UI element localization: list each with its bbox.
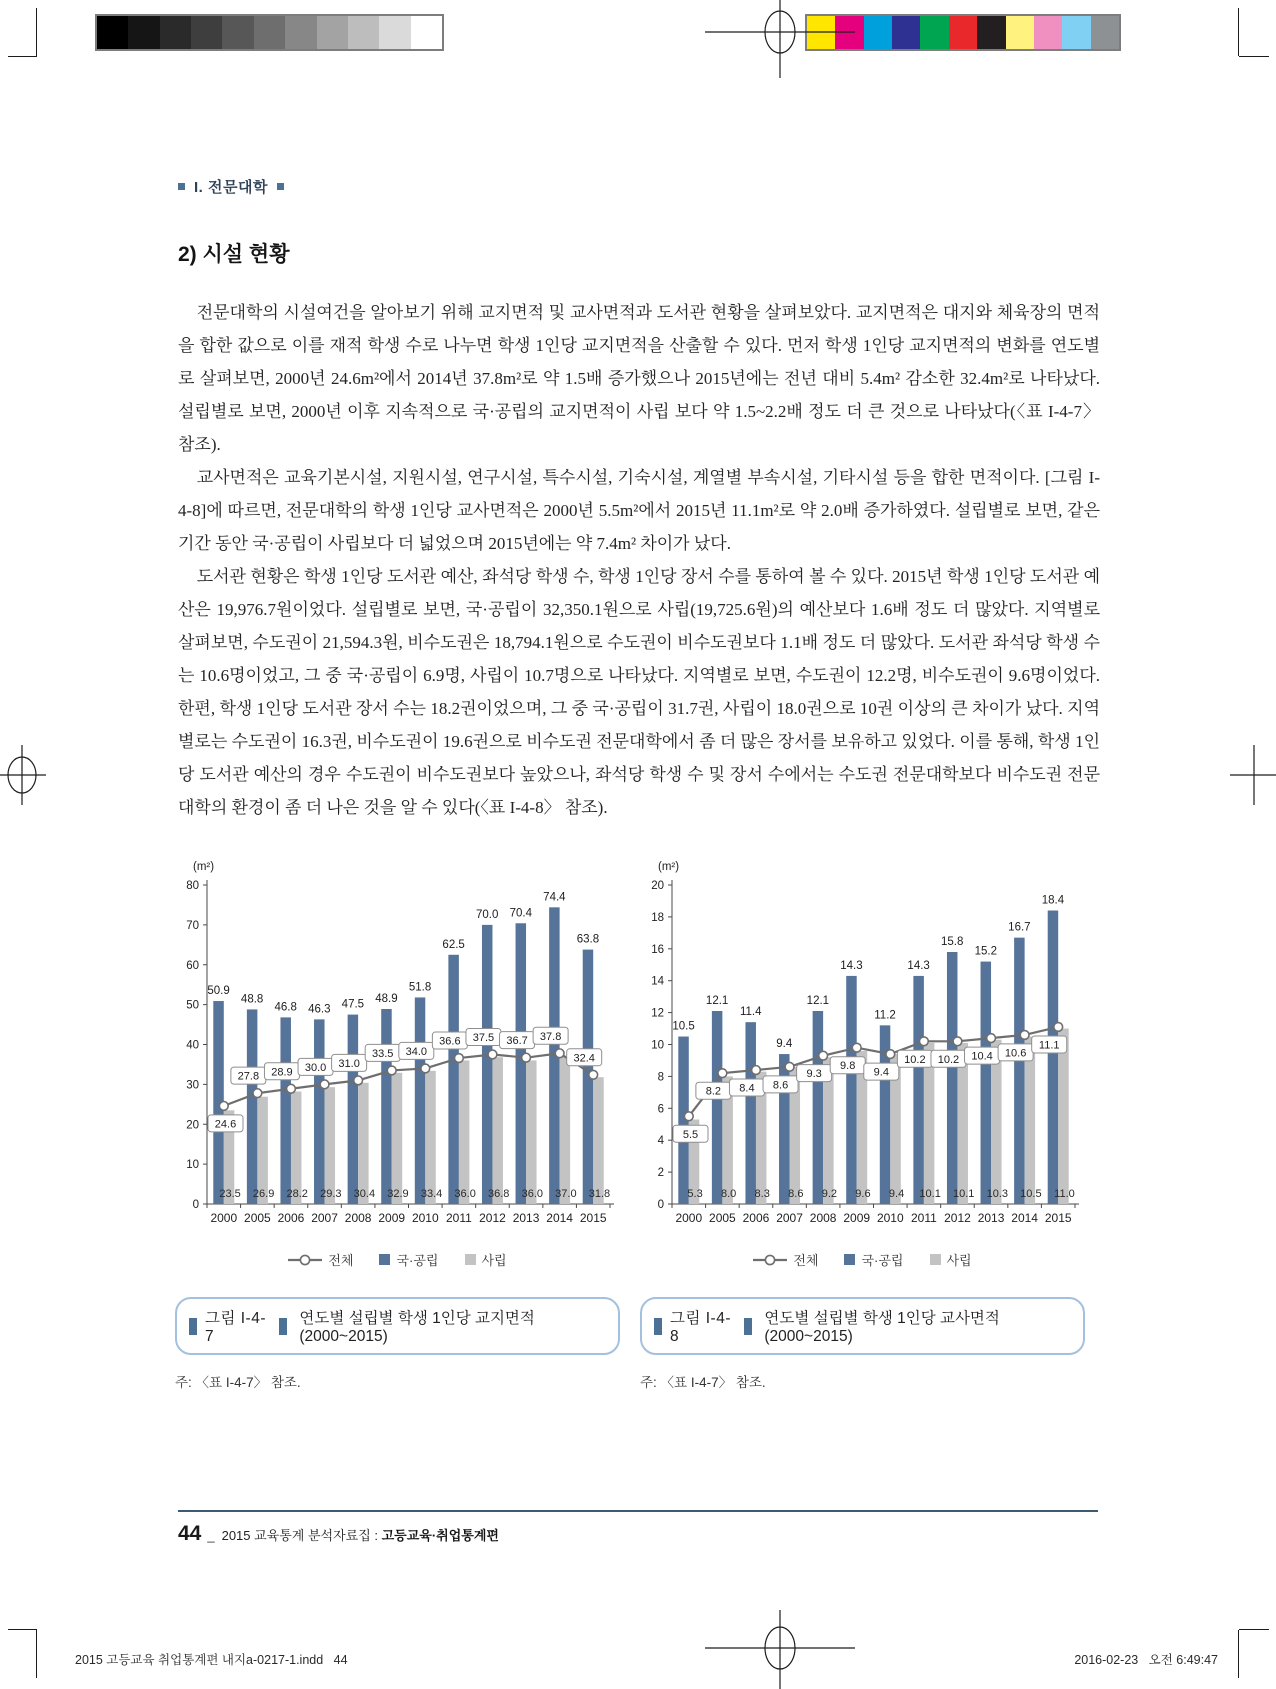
svg-text:2013: 2013 bbox=[977, 1211, 1005, 1225]
svg-text:36.0: 36.0 bbox=[521, 1188, 544, 1200]
svg-text:9.8: 9.8 bbox=[840, 1060, 856, 1073]
legend-item-total: 전체 bbox=[753, 1250, 818, 1269]
svg-text:2007: 2007 bbox=[776, 1211, 803, 1225]
svg-text:2015: 2015 bbox=[579, 1211, 607, 1225]
svg-text:36.0: 36.0 bbox=[454, 1188, 476, 1200]
crop-mark-br-v bbox=[1238, 1630, 1239, 1678]
svg-text:28.9: 28.9 bbox=[271, 1066, 293, 1079]
caption-square-icon bbox=[189, 1318, 197, 1335]
chart-building-area-per-student bbox=[640, 856, 1085, 1238]
calibration-swatch bbox=[285, 16, 316, 49]
figure-caption bbox=[175, 1297, 620, 1355]
crop-mark-bl-h bbox=[8, 1629, 37, 1630]
svg-text:50: 50 bbox=[186, 999, 199, 1012]
svg-text:37.0: 37.0 bbox=[555, 1188, 577, 1200]
figure-number: 그림 I-4-7 bbox=[205, 1310, 267, 1345]
svg-text:40: 40 bbox=[186, 1039, 199, 1052]
svg-text:8.2: 8.2 bbox=[705, 1085, 722, 1098]
legend-item: 국·공립 bbox=[844, 1250, 903, 1269]
svg-text:32.9: 32.9 bbox=[387, 1188, 409, 1200]
svg-text:74.4: 74.4 bbox=[543, 891, 566, 904]
calibration-swatch bbox=[379, 16, 410, 49]
figure-note: 주: 〈표 I-4-7〉 참조. bbox=[175, 1375, 301, 1390]
legend-item: 사립 bbox=[465, 1250, 507, 1269]
svg-text:2000: 2000 bbox=[675, 1211, 703, 1225]
svg-text:11.0: 11.0 bbox=[1054, 1188, 1075, 1200]
figures-row bbox=[175, 856, 1085, 1391]
calibration-swatch bbox=[97, 16, 128, 49]
svg-text:16.7: 16.7 bbox=[1008, 921, 1031, 934]
calibration-swatch bbox=[977, 16, 1005, 49]
svg-text:10.5: 10.5 bbox=[1020, 1188, 1042, 1200]
svg-text:30.4: 30.4 bbox=[353, 1188, 376, 1200]
svg-text:(m²): (m²) bbox=[193, 861, 215, 873]
svg-text:2: 2 bbox=[657, 1167, 664, 1180]
svg-text:8.4: 8.4 bbox=[739, 1082, 755, 1095]
caption-square-icon bbox=[654, 1318, 662, 1335]
figure-caption bbox=[640, 1297, 1085, 1355]
svg-text:18.4: 18.4 bbox=[1041, 894, 1065, 907]
svg-text:26.9: 26.9 bbox=[252, 1188, 275, 1200]
figure-title: 연도별 설립별 학생 1인당 교지면적(2000~2015) bbox=[299, 1310, 535, 1345]
svg-text:12.1: 12.1 bbox=[705, 995, 729, 1008]
svg-text:48.9: 48.9 bbox=[375, 993, 398, 1006]
crop-mark-bl-v bbox=[36, 1630, 37, 1678]
svg-text:0: 0 bbox=[192, 1199, 199, 1211]
registration-mark-right bbox=[1230, 745, 1276, 805]
svg-text:15.8: 15.8 bbox=[941, 935, 964, 948]
figure-note: 주: 〈표 I-4-7〉 참조. bbox=[640, 1375, 766, 1390]
svg-text:10: 10 bbox=[186, 1159, 199, 1172]
svg-text:8.3: 8.3 bbox=[754, 1188, 770, 1200]
svg-text:20: 20 bbox=[186, 1119, 199, 1132]
svg-text:23.5: 23.5 bbox=[219, 1188, 241, 1200]
svg-text:63.8: 63.8 bbox=[576, 933, 600, 946]
svg-text:2010: 2010 bbox=[411, 1211, 439, 1225]
svg-text:36.8: 36.8 bbox=[487, 1188, 510, 1200]
svg-text:16: 16 bbox=[651, 943, 664, 956]
svg-text:34.0: 34.0 bbox=[405, 1045, 428, 1058]
page-number: 44 bbox=[178, 1522, 202, 1545]
footer bbox=[178, 1522, 499, 1546]
svg-text:10.5: 10.5 bbox=[672, 1020, 695, 1033]
svg-text:47.5: 47.5 bbox=[341, 998, 365, 1011]
svg-text:37.8: 37.8 bbox=[539, 1030, 562, 1043]
header-square-icon bbox=[277, 183, 284, 190]
svg-text:48.8: 48.8 bbox=[240, 993, 264, 1006]
calibration-swatch bbox=[222, 16, 253, 49]
svg-text:9.2: 9.2 bbox=[821, 1188, 838, 1200]
svg-text:36.6: 36.6 bbox=[439, 1035, 461, 1048]
svg-text:4: 4 bbox=[657, 1135, 664, 1148]
calibration-swatch bbox=[1034, 16, 1062, 49]
chart-land-area-per-student bbox=[175, 856, 620, 1238]
svg-text:70: 70 bbox=[186, 919, 199, 932]
crop-mark-tl-v bbox=[36, 8, 37, 56]
svg-text:12: 12 bbox=[651, 1007, 664, 1020]
svg-text:10: 10 bbox=[651, 1039, 664, 1052]
chart-legend bbox=[175, 1250, 620, 1269]
svg-text:12.1: 12.1 bbox=[806, 995, 830, 1008]
svg-text:9.4: 9.4 bbox=[776, 1038, 793, 1051]
calibration-swatch bbox=[411, 16, 442, 49]
paragraph: 교사면적은 교육기본시설, 지원시설, 연구시설, 특수시설, 기숙시설, 계열별 부속시설, 기타시설 등을 합한 면적이다. [그림 I-4-8]에 따르면, 전문대학의 학생 1인당 교사면적은 2000년 5.5m²에서 2015년 11.1m²로 약 2.0배 증가하였다. 설립별로 보면, 같은 기간 동안 국·공립이 사립보다 더 넓었으며 2015년에는 약 7.4m² 차이가 났다. bbox=[178, 468, 1100, 553]
registration-mark-top bbox=[705, 0, 855, 80]
svg-text:11.2: 11.2 bbox=[874, 1009, 896, 1022]
svg-text:0: 0 bbox=[657, 1199, 664, 1211]
svg-text:2011: 2011 bbox=[445, 1211, 472, 1225]
svg-text:8.6: 8.6 bbox=[788, 1188, 804, 1200]
svg-text:30: 30 bbox=[186, 1079, 199, 1092]
running-head bbox=[178, 176, 284, 197]
svg-text:70.4: 70.4 bbox=[509, 907, 532, 920]
svg-text:8.6: 8.6 bbox=[772, 1079, 789, 1092]
svg-text:2015: 2015 bbox=[1044, 1211, 1072, 1225]
svg-text:2006: 2006 bbox=[742, 1211, 770, 1225]
svg-text:2013: 2013 bbox=[512, 1211, 540, 1225]
svg-text:70.0: 70.0 bbox=[476, 908, 499, 921]
footer-rule bbox=[178, 1510, 1098, 1512]
svg-text:2009: 2009 bbox=[843, 1211, 871, 1225]
svg-text:31.8: 31.8 bbox=[588, 1188, 611, 1200]
timestamp-slug: 2016-02-23 오전 6:49:47 bbox=[1074, 1653, 1218, 1667]
legend-swatch-icon bbox=[379, 1254, 390, 1265]
svg-text:2008: 2008 bbox=[809, 1211, 837, 1225]
svg-text:28.2: 28.2 bbox=[286, 1188, 308, 1200]
line-marker-icon bbox=[288, 1254, 322, 1266]
grayscale-calibration-bar bbox=[95, 14, 444, 51]
svg-text:2000: 2000 bbox=[210, 1211, 238, 1225]
svg-text:51.8: 51.8 bbox=[408, 981, 432, 994]
svg-text:33.5: 33.5 bbox=[371, 1047, 394, 1060]
calibration-swatch bbox=[317, 16, 348, 49]
svg-text:2006: 2006 bbox=[277, 1211, 305, 1225]
svg-text:18: 18 bbox=[651, 911, 664, 924]
legend-swatch-icon bbox=[465, 1254, 476, 1265]
svg-text:60: 60 bbox=[186, 959, 199, 972]
svg-text:11.4: 11.4 bbox=[739, 1006, 762, 1019]
svg-text:31.0: 31.0 bbox=[338, 1057, 360, 1070]
svg-text:2012: 2012 bbox=[479, 1211, 506, 1225]
svg-text:8.0: 8.0 bbox=[720, 1188, 737, 1200]
svg-text:29.3: 29.3 bbox=[320, 1188, 342, 1200]
svg-text:20: 20 bbox=[651, 880, 664, 892]
line-marker-icon bbox=[753, 1254, 787, 1266]
svg-text:9.3: 9.3 bbox=[806, 1068, 822, 1081]
svg-text:2005: 2005 bbox=[244, 1211, 271, 1225]
paragraph: 전문대학의 시설여건을 알아보기 위해 교지면적 및 교사면적과 도서관 현황을 살펴보았다. 교지면적은 대지와 체육장의 면적을 합한 값으로 이를 재적 학생 수로 나누면 학생 1인당 교지면적을 산출할 수 있다. 먼저 학생 1인당 교지면적의 변화를 연도별로 살펴보면, 2000년 24.6m²에서 2014년 37.8m²로 약 1.5배 증가했으나 2015년에는 전년 대비 5.4m² 감소한 32.4m²로 나타났다. 설립별로 보면, 2000년 이후 지속적으로 국·공립의 교지면적이 사립 보다 약 1.5~2.2배 정도 더 큰 것으로 나타났다(〈표 I-4-7〉 참조). bbox=[178, 303, 1100, 454]
calibration-swatch bbox=[864, 16, 892, 49]
footer-booklet-title: 2015 교육통계 분석자료집 : bbox=[221, 1528, 382, 1543]
calibration-swatch bbox=[892, 16, 920, 49]
svg-text:6: 6 bbox=[657, 1103, 664, 1116]
calibration-swatch bbox=[949, 16, 977, 49]
calibration-swatch bbox=[1062, 16, 1090, 49]
svg-text:10.2: 10.2 bbox=[937, 1053, 960, 1066]
svg-text:10.3: 10.3 bbox=[986, 1188, 1009, 1200]
svg-text:32.4: 32.4 bbox=[573, 1052, 595, 1065]
svg-text:5.3: 5.3 bbox=[687, 1188, 703, 1200]
svg-text:33.4: 33.4 bbox=[420, 1188, 443, 1200]
body-text bbox=[178, 296, 1100, 824]
svg-text:46.3: 46.3 bbox=[308, 1003, 331, 1016]
svg-text:11.1: 11.1 bbox=[1038, 1039, 1060, 1052]
calibration-swatch bbox=[128, 16, 159, 49]
svg-text:27.8: 27.8 bbox=[237, 1070, 260, 1083]
svg-text:9.6: 9.6 bbox=[855, 1188, 871, 1200]
figure-1-block bbox=[175, 856, 620, 1391]
crop-mark-tr-v bbox=[1238, 8, 1239, 56]
svg-text:30.0: 30.0 bbox=[304, 1061, 327, 1074]
svg-text:10.1: 10.1 bbox=[919, 1188, 941, 1200]
svg-text:50.9: 50.9 bbox=[207, 985, 230, 998]
legend-swatch-icon bbox=[844, 1254, 855, 1265]
running-head-text: I. 전문대학 bbox=[194, 179, 268, 196]
paragraph: 도서관 현황은 학생 1인당 도서관 예산, 좌석당 학생 수, 학생 1인당 장서 수를 통하여 볼 수 있다. 2015년 학생 1인당 도서관 예산은 19,976.7원이었다. 설립별로 보면, 국·공립이 32,350.1원으로 사립(19,725.6원)의 예산보다 1.6배 정도 더 많았다. 지역별로 살펴보면, 수도권이 21,594.3원, 비수도권은 18,794.1원으로 수도권이 비수도권보다 1.1배 정도 더 많았다. 도서관 좌석당 학생 수는 10.6명이었고, 그 중 국·공립이 6.9명, 사립이 10.7명으로 나타났다. 지역별로 보면, 수도권이 12.2명, 비수도권이 9.6명이었다. 한편, 학생 1인당 도서관 장서 수는 18.2권이었으며, 그 중 국·공립이 31.7권, 사립이 18.0권으로 10권 이상의 큰 차이가 났다. 지역별로는 수도권이 16.3권, 비수도권이 19.6권으로 비수도권 전문대학에서 좀 더 많은 장서를 보유하고 있었다. 이를 통해, 학생 1인당 도서관 예산의 경우 수도권이 비수도권보다 높았으나, 좌석당 학생 수 및 장서 수에서는 수도권 전문대학보다 비수도권 전문대학의 환경이 좀 더 나은 것을 알 수 있다(〈표 I-4-8〉 참조). bbox=[178, 567, 1100, 817]
svg-text:9.4: 9.4 bbox=[873, 1066, 889, 1079]
calibration-swatch bbox=[348, 16, 379, 49]
svg-text:2007: 2007 bbox=[311, 1211, 338, 1225]
svg-text:15.2: 15.2 bbox=[974, 945, 997, 958]
svg-text:2005: 2005 bbox=[709, 1211, 736, 1225]
caption-square-icon bbox=[744, 1318, 752, 1335]
svg-text:36.7: 36.7 bbox=[506, 1035, 528, 1048]
svg-text:2014: 2014 bbox=[1011, 1211, 1038, 1225]
svg-text:14.3: 14.3 bbox=[907, 959, 930, 972]
svg-text:80: 80 bbox=[186, 880, 199, 892]
chart-legend bbox=[640, 1250, 1085, 1269]
svg-text:10.1: 10.1 bbox=[952, 1188, 975, 1200]
calibration-swatch bbox=[1006, 16, 1034, 49]
figure-title: 연도별 설립별 학생 1인당 교사면적(2000~2015) bbox=[764, 1310, 1000, 1345]
calibration-swatch bbox=[254, 16, 285, 49]
svg-text:14: 14 bbox=[651, 975, 664, 988]
svg-text:10.4: 10.4 bbox=[971, 1050, 993, 1063]
svg-text:2009: 2009 bbox=[378, 1211, 406, 1225]
svg-text:10.6: 10.6 bbox=[1004, 1047, 1027, 1060]
calibration-swatch bbox=[160, 16, 191, 49]
file-name-slug: 2015 고등교육 취업통계편 내지a-0217-1.indd 44 bbox=[75, 1653, 348, 1667]
figure-2-block bbox=[640, 856, 1085, 1391]
svg-text:62.5: 62.5 bbox=[442, 938, 465, 951]
svg-text:2010: 2010 bbox=[876, 1211, 904, 1225]
section-title: 2) 시설 현황 bbox=[178, 243, 290, 266]
svg-text:2011: 2011 bbox=[910, 1211, 937, 1225]
header-square-icon bbox=[178, 183, 185, 190]
svg-text:2008: 2008 bbox=[344, 1211, 372, 1225]
registration-mark-left bbox=[0, 745, 46, 805]
calibration-swatch bbox=[191, 16, 222, 49]
crop-mark-tl-h bbox=[8, 56, 37, 57]
svg-text:37.5: 37.5 bbox=[472, 1031, 495, 1044]
svg-text:(m²): (m²) bbox=[658, 861, 680, 873]
calibration-swatch bbox=[1091, 16, 1119, 49]
legend-item: 국·공립 bbox=[379, 1250, 438, 1269]
svg-text:24.6: 24.6 bbox=[214, 1118, 237, 1131]
svg-text:5.5: 5.5 bbox=[682, 1128, 699, 1141]
crop-mark-tr-h bbox=[1239, 56, 1269, 57]
calibration-swatch bbox=[920, 16, 948, 49]
legend-item-total: 전체 bbox=[288, 1250, 353, 1269]
footer-separator: _ bbox=[207, 1528, 215, 1543]
footer-booklet-title-bold: 고등교육·취업통계편 bbox=[381, 1528, 499, 1543]
legend-swatch-icon bbox=[930, 1254, 941, 1265]
crop-mark-br-h bbox=[1239, 1629, 1269, 1630]
registration-mark-bottom bbox=[705, 1605, 855, 1689]
svg-text:2012: 2012 bbox=[944, 1211, 971, 1225]
svg-text:9.4: 9.4 bbox=[888, 1188, 905, 1200]
svg-text:46.8: 46.8 bbox=[274, 1001, 297, 1014]
legend-item: 사립 bbox=[930, 1250, 972, 1269]
svg-text:10.2: 10.2 bbox=[904, 1053, 926, 1066]
svg-text:8: 8 bbox=[657, 1071, 664, 1084]
figure-number: 그림 I-4-8 bbox=[670, 1310, 732, 1345]
svg-text:2014: 2014 bbox=[546, 1211, 573, 1225]
caption-square-icon bbox=[279, 1318, 287, 1335]
svg-text:14.3: 14.3 bbox=[840, 959, 863, 972]
